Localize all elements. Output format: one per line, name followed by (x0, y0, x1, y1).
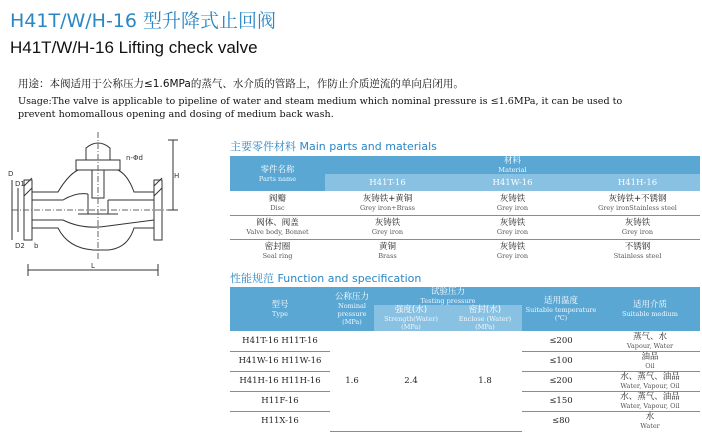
table-row: H11X-16 ≤80 水 Water (261, 412, 660, 431)
spec-col-strength: 强度(水) Strength(Water)(MPa) (374, 305, 448, 331)
parts-table (230, 156, 700, 263)
parts-model-1: H41T-16 (325, 174, 450, 191)
spec-col-medium: 适用介质 Suitable medium (600, 287, 700, 331)
parts-col-material: 材料 Material (325, 156, 700, 174)
usage-english: Usage:The valve is applicable to pipeline of water and steam medium which nominal pressure is ≤1.6MPa, it can be used to prevent homomallous opening and dosing of medium back wash. (18, 96, 623, 120)
dim-h-label: H (174, 172, 180, 180)
parts-model-3: H41H-16 (575, 174, 700, 191)
table-row: H41W-16 H11W-16 ≤100 油品 Oil (230, 351, 700, 371)
usage-chinese: 用途：本阀适用于公称压力≤1.6MPa的蒸气、水介质的管路上，作防止介质逆流的单向启闭用。 (18, 78, 464, 90)
parts-section-title: 主要零件材料 Main parts and materials (230, 140, 437, 153)
dim-l-label: L (91, 262, 95, 270)
parts-model-2: H41W-16 (450, 174, 575, 191)
spec-table (230, 287, 700, 432)
title-chinese: H41T/W/H-16 型升降式止回阀 (10, 10, 277, 32)
table-row: H11F-16 ≤150 水、蒸气、油品 Water, Vapour, Oil (230, 391, 700, 411)
dim-b-label: b (34, 242, 39, 250)
spec-section-title: 性能规范 Function and specification (230, 272, 422, 285)
title-english: H41T/W/H-16 Lifting check valve (10, 38, 258, 57)
table-row: 阀体、阀盖 Valve body, Bonnet 灰铸铁 Grey iron 灰铸铁 Grey iron 灰铸铁 Grey iron (230, 215, 700, 239)
spec-col-temp: 适用温度 Suitable temperature (℃) (522, 287, 600, 331)
table-row: 阀瓣 Disc 灰铸铁+黄铜 Grey iron+Brass 灰铸铁 Grey iron 灰铸铁+不锈钢 Grey ironStainless steel (230, 191, 700, 215)
spec-col-seal: 密封(水) Enclose (Water) (MPa) (448, 305, 522, 331)
dim-d-label: D (8, 170, 14, 178)
spec-col-type: 型号 Type (230, 287, 330, 331)
dim-d1-label: D1 (15, 180, 25, 188)
spec-col-pn: 公称压力 Nominal pressure (MPa) (330, 287, 374, 331)
spec-pn-value: 1.6 (330, 331, 374, 431)
spec-seal-value: 1.8 (448, 331, 522, 431)
parts-col-name: 零件名称 Parts name (230, 156, 325, 191)
table-row: H41H-16 H11H-16 ≤200 水、蒸气、油品 Water, Vapour, Oil (230, 371, 700, 391)
dim-nd-label: n-Φd (126, 154, 143, 162)
spec-strength-value: 2.4 (374, 331, 448, 431)
spec-col-test: 试验压力 Testing pressure (374, 287, 522, 305)
valve-drawing (8, 130, 188, 280)
table-row: H41T-16 H11T-16 1.6 2.4 1.8 ≤200 蒸气、水 Vapour, Water (230, 331, 700, 351)
table-row: 密封圈 Seal ring 黄铜 Brass 灰铸铁 Grey iron 不锈钢 Stainless steel (262, 242, 662, 261)
dim-d2-label: D2 (15, 242, 25, 250)
